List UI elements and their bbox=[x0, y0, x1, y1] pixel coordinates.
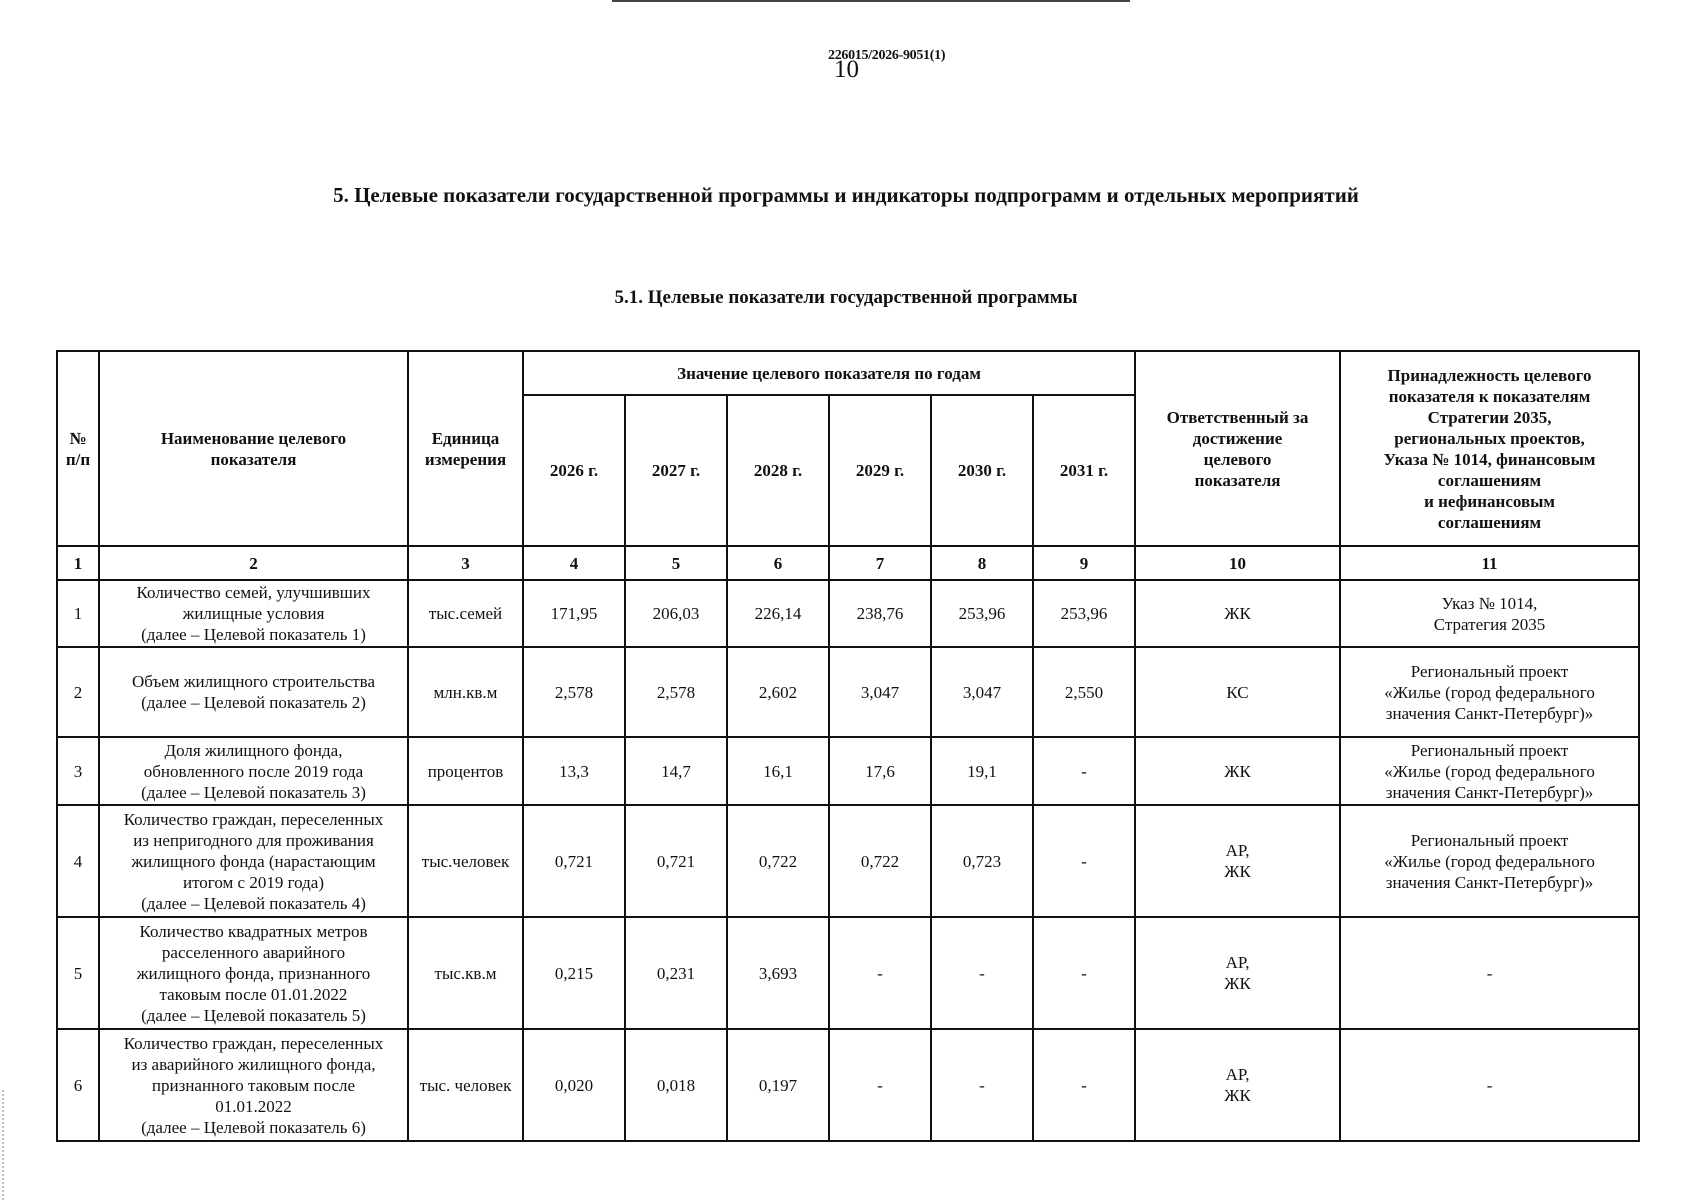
row-value: - bbox=[829, 1029, 931, 1141]
row-responsible: АР, ЖК bbox=[1135, 805, 1340, 917]
row-value: 253,96 bbox=[1033, 580, 1135, 647]
row-name: Доля жилищного фонда, обновленного после 2019 года (далее – Целевой показатель 3) bbox=[99, 737, 408, 805]
column-number: 3 bbox=[408, 546, 523, 580]
column-number: 9 bbox=[1033, 546, 1135, 580]
row-name: Количество граждан, переселенных из аварийного жилищного фонда, признанного таковым после 01.01.2022 (далее – Целевой показатель 6) bbox=[99, 1029, 408, 1141]
row-num: 6 bbox=[57, 1029, 99, 1141]
row-belonging: - bbox=[1340, 1029, 1639, 1141]
table-row bbox=[57, 805, 1639, 917]
row-unit: тыс. человек bbox=[408, 1029, 523, 1141]
column-number: 11 bbox=[1340, 546, 1639, 580]
header-year: 2029 г. bbox=[829, 395, 931, 546]
document-code: 226015/2026-9051(1) bbox=[828, 48, 946, 63]
row-value: 0,197 bbox=[727, 1029, 829, 1141]
row-value: 16,1 bbox=[727, 737, 829, 805]
table-row bbox=[57, 580, 1639, 647]
column-number: 10 bbox=[1135, 546, 1340, 580]
row-responsible: ЖК bbox=[1135, 580, 1340, 647]
row-unit: млн.кв.м bbox=[408, 647, 523, 737]
section-title: 5. Целевые показатели государственной программы и индикаторы подпрограмм и отдельных мероприятий bbox=[333, 183, 1359, 207]
row-value: 0,723 bbox=[931, 805, 1033, 917]
row-responsible: АР, ЖК bbox=[1135, 1029, 1340, 1141]
row-value: 2,602 bbox=[727, 647, 829, 737]
column-number: 8 bbox=[931, 546, 1033, 580]
column-number: 5 bbox=[625, 546, 727, 580]
row-value: - bbox=[1033, 805, 1135, 917]
row-value: 253,96 bbox=[931, 580, 1033, 647]
row-value: 226,14 bbox=[727, 580, 829, 647]
scan-edge-marks bbox=[2, 1090, 6, 1200]
row-value: - bbox=[931, 1029, 1033, 1141]
row-value: 0,018 bbox=[625, 1029, 727, 1141]
column-number: 7 bbox=[829, 546, 931, 580]
row-value: - bbox=[931, 917, 1033, 1029]
column-number: 6 bbox=[727, 546, 829, 580]
row-belonging: Региональный проект «Жилье (город федерального значения Санкт-Петербург)» bbox=[1340, 737, 1639, 805]
row-value: 0,722 bbox=[727, 805, 829, 917]
page-number: 10 bbox=[834, 56, 859, 83]
header-year: 2031 г. bbox=[1033, 395, 1135, 546]
header-name: Наименование целевого показателя bbox=[99, 351, 408, 546]
row-responsible: КС bbox=[1135, 647, 1340, 737]
row-unit: тыс.кв.м bbox=[408, 917, 523, 1029]
row-belonging: - bbox=[1340, 917, 1639, 1029]
table-row bbox=[57, 917, 1639, 1029]
row-value: 3,693 bbox=[727, 917, 829, 1029]
header-responsible: Ответственный за достижение целевого показателя bbox=[1135, 351, 1340, 546]
row-name: Количество семей, улучшивших жилищные условия (далее – Целевой показатель 1) bbox=[99, 580, 408, 647]
row-value: 2,578 bbox=[625, 647, 727, 737]
row-value: 13,3 bbox=[523, 737, 625, 805]
header-years-group: Значение целевого показателя по годам bbox=[523, 351, 1135, 395]
row-value: 3,047 bbox=[829, 647, 931, 737]
row-value: 2,578 bbox=[523, 647, 625, 737]
header-belonging: Принадлежность целевого показателя к показателям Стратегии 2035, региональных проектов, Указа № 1014, финансовым соглашениям и нефинансовым соглашениям bbox=[1340, 351, 1639, 546]
header-year: 2030 г. bbox=[931, 395, 1033, 546]
table-row bbox=[57, 737, 1639, 805]
row-value: - bbox=[1033, 917, 1135, 1029]
row-belonging: Указ № 1014, Стратегия 2035 bbox=[1340, 580, 1639, 647]
row-num: 3 bbox=[57, 737, 99, 805]
row-value: 0,020 bbox=[523, 1029, 625, 1141]
row-value: 0,721 bbox=[523, 805, 625, 917]
column-numbers-row bbox=[57, 546, 1639, 580]
row-name: Количество граждан, переселенных из непригодного для проживания жилищного фонда (нарастающим итогом с 2019 года) (далее – Целевой показатель 4) bbox=[99, 805, 408, 917]
column-number: 4 bbox=[523, 546, 625, 580]
table-row bbox=[57, 647, 1639, 737]
row-unit: процентов bbox=[408, 737, 523, 805]
row-value: 2,550 bbox=[1033, 647, 1135, 737]
row-value: 0,722 bbox=[829, 805, 931, 917]
row-value: 14,7 bbox=[625, 737, 727, 805]
row-value: - bbox=[1033, 1029, 1135, 1141]
row-value: 19,1 bbox=[931, 737, 1033, 805]
row-name: Количество квадратных метров расселенного аварийного жилищного фонда, признанного таковым после 01.01.2022 (далее – Целевой показатель 5) bbox=[99, 917, 408, 1029]
row-responsible: ЖК bbox=[1135, 737, 1340, 805]
row-value: 0,231 bbox=[625, 917, 727, 1029]
target-indicators-table bbox=[56, 350, 1640, 1142]
subsection-title: 5.1. Целевые показатели государственной программы bbox=[614, 287, 1078, 308]
row-value: 238,76 bbox=[829, 580, 931, 647]
row-value: - bbox=[1033, 737, 1135, 805]
row-num: 4 bbox=[57, 805, 99, 917]
row-value: 3,047 bbox=[931, 647, 1033, 737]
header-year: 2027 г. bbox=[625, 395, 727, 546]
row-num: 1 bbox=[57, 580, 99, 647]
row-unit: тыс.семей bbox=[408, 580, 523, 647]
row-name: Объем жилищного строительства (далее – Целевой показатель 2) bbox=[99, 647, 408, 737]
header-year: 2028 г. bbox=[727, 395, 829, 546]
header-num: № п/п bbox=[57, 351, 99, 546]
row-value: 0,721 bbox=[625, 805, 727, 917]
row-unit: тыс.человек bbox=[408, 805, 523, 917]
column-number: 2 bbox=[99, 546, 408, 580]
row-belonging: Региональный проект «Жилье (город федерального значения Санкт-Петербург)» bbox=[1340, 805, 1639, 917]
row-value: 17,6 bbox=[829, 737, 931, 805]
header-year: 2026 г. bbox=[523, 395, 625, 546]
column-number: 1 bbox=[57, 546, 99, 580]
table-row bbox=[57, 1029, 1639, 1141]
row-value: 0,215 bbox=[523, 917, 625, 1029]
row-responsible: АР, ЖК bbox=[1135, 917, 1340, 1029]
row-belonging: Региональный проект «Жилье (город федерального значения Санкт-Петербург)» bbox=[1340, 647, 1639, 737]
row-num: 5 bbox=[57, 917, 99, 1029]
row-value: 171,95 bbox=[523, 580, 625, 647]
header-unit: Единица измерения bbox=[408, 351, 523, 546]
top-rule bbox=[612, 0, 1130, 2]
row-value: - bbox=[829, 917, 931, 1029]
row-value: 206,03 bbox=[625, 580, 727, 647]
row-num: 2 bbox=[57, 647, 99, 737]
